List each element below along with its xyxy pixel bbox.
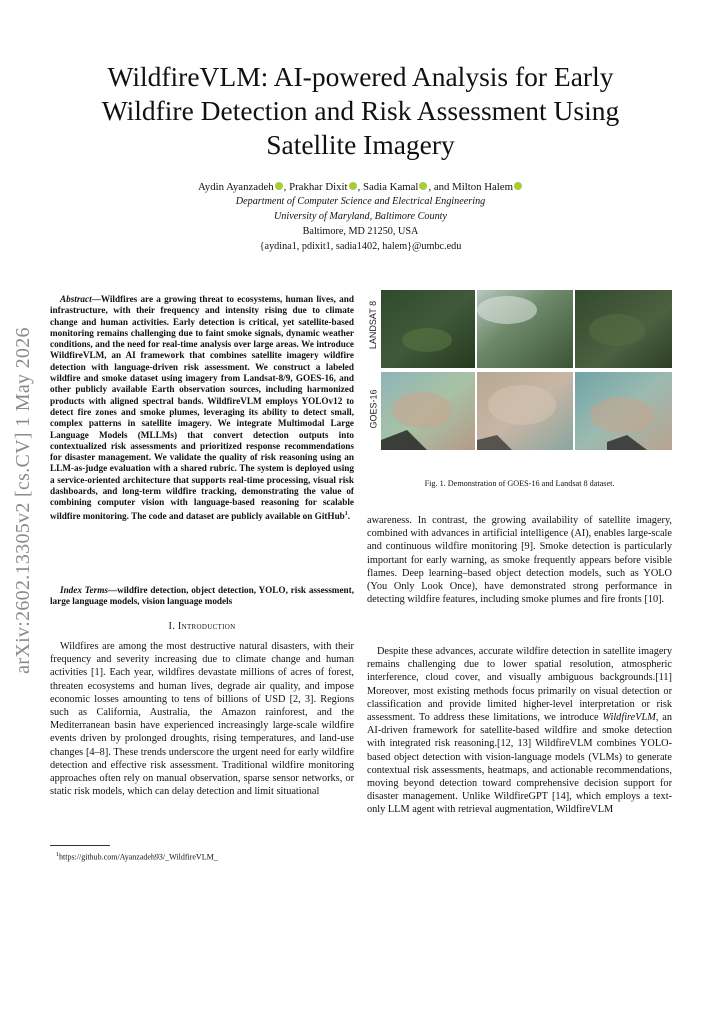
arxiv-identifier: arXiv:2602.13305v2 [cs.CV] 1 May 2026 bbox=[11, 326, 34, 674]
figure-image-grid bbox=[367, 290, 672, 450]
affiliation-address: Baltimore, MD 21250, USA bbox=[302, 226, 419, 237]
abstract-dash: — bbox=[91, 294, 101, 304]
footnote-url[interactable]: https://github.com/Ayanzadeh93/_WildfireVLM_ bbox=[59, 852, 218, 862]
section-initial: I bbox=[177, 621, 182, 632]
paragraph-text: Despite these advances, accurate wildfire detection in satellite imagery remains challenging due to lower spatial resolution, atmospheric interference, cloud cover, and visually ambiguous backgrounds.[11] Moreover, most existing methods focus primarily on visual detection or classification and provide limited higher-level interpretation or risk assessment. To address these limitations, we introduce bbox=[367, 646, 672, 724]
row-label-goes: GOES-16 bbox=[368, 389, 379, 429]
section-title: ntroduction bbox=[181, 621, 236, 632]
affiliation-emails: {aydina1, pdixit1, sadia1402, halem}@umbc.edu bbox=[259, 241, 462, 252]
abstract-end: . bbox=[347, 510, 351, 521]
index-terms-dash: — bbox=[107, 585, 118, 595]
orcid-icon[interactable] bbox=[419, 182, 427, 190]
author-list bbox=[60, 180, 661, 194]
index-terms bbox=[50, 585, 354, 608]
figure-1 bbox=[367, 290, 672, 450]
right-paragraph-2 bbox=[367, 645, 672, 817]
orcid-icon[interactable] bbox=[349, 182, 357, 190]
section-heading bbox=[50, 621, 354, 632]
right-paragraph-1: awareness. In contrast, the growing availability of satellite imagery, combined with advances in artificial intelligence (AI), enables large-scale and continuous wildfire monitoring [9]. Smoke detection is particularly important for early warning, as smoke frequently appears before visible flames. Deep learning–based object detection models, such as YOLO (You Only Look Once), have demonstrated strong performance in detecting wildfire features, including smoke plumes and fire fronts [10]. bbox=[367, 515, 672, 606]
index-terms-text: wildfire detection, object detection, YOLO, risk assessment, large language models, vision language models bbox=[50, 585, 354, 607]
orcid-icon[interactable] bbox=[275, 182, 283, 190]
author-name: Aydin Ayanzadeh bbox=[197, 181, 274, 193]
footnote-rule bbox=[50, 845, 110, 846]
abstract-label: Abstract bbox=[60, 294, 92, 304]
paragraph-text-cont: , an AI-driven framework for satellite-based wildfire and smoke detection with integrated risk reasoning.[12, 13] WildfireVLM combines YOLO-based object detection with vision-language models (VLMs) to generate contextual risk assessments, heatmaps, and actionable recommendations, moving beyond detection toward comprehensive decision support for disaster management. Unlike WildfireGPT [14], which employs a text-only LLM agent with retrieval augmentation, WildfireVLM bbox=[367, 712, 672, 816]
author-name: Sadia Kamal bbox=[362, 181, 419, 193]
affiliation-university: University of Maryland, Baltimore County bbox=[273, 211, 448, 222]
footnote-number: 1 bbox=[56, 852, 59, 858]
author-name: Prakhar Dixit bbox=[289, 181, 348, 193]
framework-name: WildfireVLM bbox=[602, 712, 656, 724]
author-separator: , bbox=[283, 181, 290, 193]
footnote bbox=[56, 852, 218, 862]
author-separator: , bbox=[357, 181, 363, 193]
intro-paragraph: Wildfires are among the most destructive natural disasters, with their frequency and severity increasing due to climate change and human activities [1]. Each year, wildfires devastate millions of acres of forest, threaten ecosystems and human lives, degrade air quality, and impose economic losses amounting to tens of billions of USD [2, 3]. Regions such as California, Australia, the Amazon rainforest, and the Mediterranean basin have experienced increasingly large-scale wildfire events driven by prolonged droughts, rising temperatures, and land-use changes [4–8]. These trends underscore the urgent need for early wildfire detection and effective risk assessment. Traditional wildfire monitoring approaches often rely on manual observation, sparse sensor networks, or static risk models, which can delay detection and limit situational bbox=[50, 641, 354, 798]
author-name: Milton Halem bbox=[452, 181, 513, 193]
footnote-mark: 1 bbox=[344, 510, 348, 517]
abstract bbox=[50, 294, 354, 522]
author-separator: , and bbox=[428, 181, 453, 193]
row-label-landsat: LANDSAT 8 bbox=[368, 300, 378, 350]
paper-title: WildfireVLM: AI-powered Analysis for Early Wildfire Detection and Risk Assessment Using Satellite Imagery bbox=[101, 61, 620, 160]
orcid-icon[interactable] bbox=[514, 182, 522, 190]
affiliation-department: Department of Computer Science and Electrical Engineering bbox=[235, 196, 486, 207]
figure-caption: Fig. 1. Demonstration of GOES-16 and Landsat 8 dataset. bbox=[424, 479, 615, 488]
abstract-text: Wildfires are a growing threat to ecosystems, human lives, and infrastructure, with their frequency and intensity rising due to climate change and human activities. Early detection is critical, yet satellite-based monitoring remains challenging due to faint smoke signals, dynamic weather conditions, and the need for real-time analysis over large areas. We introduce WildfireVLM, an AI framework that combines satellite imagery wildfire detection with language-driven risk assessment. We construct a labeled wildfire and smoke dataset using imagery from Landsat-8/9, GOES-16, and other publicly available Earth observation sources, including harmonized products with aligned spectral bands. WildfireVLM employs YOLOv12 to detect fire zones and smoke plumes, leveraging its ability to detect small, complex patterns in satellite imagery. We integrate Multimodal Large Language Models (MLLMs) that convert detection outputs into contextualized risk assessments and prioritized response recommendations for disaster management. We validate the quality of risk reasoning using an LLM-as-judge evaluation with a shared rubric. The system is deployed using a service-oriented architecture that supports real-time processing, visual risk dashboards, and long-term wildfire tracking, demonstrating the value of combining computer vision with language-based reasoning for scalable wildfire monitoring. The code and dataset are publicly available on GitHub bbox=[50, 294, 354, 521]
section-number: I. bbox=[168, 621, 176, 632]
index-terms-label: Index Terms bbox=[60, 585, 108, 595]
